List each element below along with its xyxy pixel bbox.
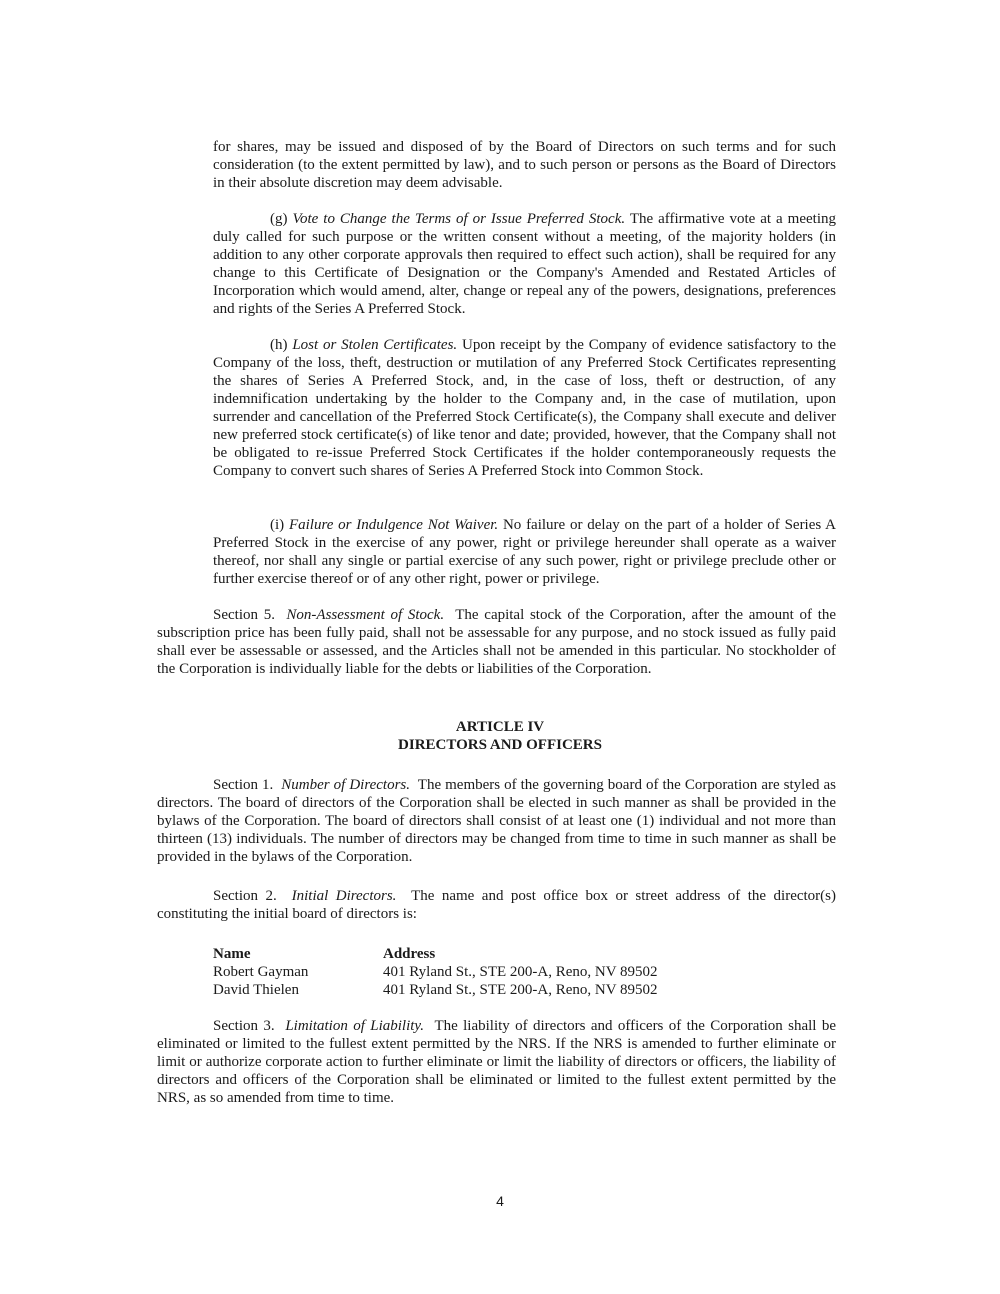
table-header-name: Name xyxy=(213,946,251,962)
section-5-label: Section 5. xyxy=(213,607,275,623)
director-name: Robert Gayman xyxy=(213,964,309,980)
page-number: 4 xyxy=(496,1193,504,1209)
article4-section-3-label: Section 3. xyxy=(213,1018,275,1034)
article-title: DIRECTORS AND OFFICERS xyxy=(398,737,602,753)
article-number: ARTICLE IV xyxy=(455,719,545,735)
paragraph-continuation: for shares, may be issued and disposed of by the Board of Directors on such terms and for such consideration (to the extent permitted by law), and to such person or persons as the Board of Directors in their absolute discretion may deem advisable. xyxy=(213,139,836,191)
article4-section-2-body: The name and post office box or street address of the director(s) constituting the initial board of directors is: xyxy=(157,888,837,922)
article4-section-1-title: Number of Directors. xyxy=(281,777,411,793)
article4-section-1-body: The members of the governing board of the Corporation are styled as directors. The board of directors of the Corporation shall be elected in such manner as shall be provided in the bylaws of the Corporation. The board of directors shall consist of at least one (1) individual and not more than thirteen (13) individuals. The number of directors may be changed from time to time in such manner as shall be provided in the bylaws of the Corporation. xyxy=(157,777,836,865)
section-5-body: The capital stock of the Corporation, after the amount of the subscription price has been fully paid, shall not be assessable for any purpose, and no stock issued as fully paid shall ever be assessable or assessed, and the Articles shall not be amended in this particular. No stockholder of the Corporation is individually liable for the debts or liabilities of the Corporation. xyxy=(157,607,837,677)
paragraph-i xyxy=(213,516,836,588)
paragraph-g-body: The affirmative vote at a meeting duly called for such purpose or the written consent without a meeting, of the majority holders (in addition to any other corporate approvals then required to effect such action), shall be required for any change to this Certificate of Designation or the Company's Amended and Restated Articles of Incorporation which would amend, alter, change or repeal any of the powers, designations, preferences and rights of the Series A Preferred Stock. xyxy=(213,211,836,317)
section-5 xyxy=(157,606,836,678)
article4-section-1 xyxy=(157,776,836,866)
article4-section-3 xyxy=(157,1017,836,1107)
table-header-row xyxy=(213,945,658,963)
paragraph-h xyxy=(213,336,836,480)
section-5-title: Non-Assessment of Stock. xyxy=(286,607,445,623)
paragraph-i-number: (i) xyxy=(270,517,285,533)
paragraph-g-title: Vote to Change the Terms of or Issue Preferred Stock. xyxy=(292,211,626,227)
director-address: 401 Ryland St., STE 200-A, Reno, NV 89502 xyxy=(383,982,658,998)
paragraph-h-title: Lost or Stolen Certificates. xyxy=(292,337,458,353)
directors-table xyxy=(213,945,658,999)
paragraph-g-number: (g) xyxy=(270,211,288,227)
article4-section-1-label: Section 1. xyxy=(213,777,274,793)
paragraph-h-body: Upon receipt by the Company of evidence satisfactory to the Company of the loss, theft, destruction or mutilation of any Preferred Stock Certificates representing the shares of Series A Preferred Stock, and, in the case of loss, theft or destruction, of any indemnification undertaking by the holder to the Company and, in the case of mutilation, upon surrender and cancellation of the Preferred Stock Certificate(s), the Company shall execute and deliver new preferred stock certificate(s) of like tenor and date; provided, however, that the Company shall not be obligated to re-issue Preferred Stock Certificates if the holder contemporaneously requests the Company to convert such shares of Series A Preferred Stock into Common Stock. xyxy=(213,337,837,479)
paragraph-h-number: (h) xyxy=(270,337,288,353)
paragraph-i-body: No failure or delay on the part of a holder of Series A Preferred Stock in the exercise of any power, right or privilege hereunder shall operate as a waiver thereof, nor shall any single or partial exercise of any such power, right or privilege preclude other or further exercise thereof or of any other right, power or privilege. xyxy=(213,517,837,587)
director-name: David Thielen xyxy=(213,982,299,998)
table-header-address: Address xyxy=(383,946,436,962)
article4-section-3-body: The liability of directors and officers of the Corporation shall be eliminated or limited to the fullest extent permitted by the NRS. If the NRS is amended to further eliminate or limit or authorize corporate action to further eliminate or limit the liability of directors or officers, the liability of directors and officers of the Corporation shall be eliminated or limited to the fullest extent permitted by the NRS, as so amended from time to time. xyxy=(157,1018,836,1106)
paragraph-i-title: Failure or Indulgence Not Waiver. xyxy=(288,517,499,533)
article4-section-3-title: Limitation of Liability. xyxy=(285,1018,424,1034)
article4-section-2-title: Initial Directors. xyxy=(291,888,397,904)
article4-section-2-label: Section 2. xyxy=(213,888,277,904)
table-row xyxy=(213,981,658,999)
table-row xyxy=(213,963,658,981)
article4-section-2 xyxy=(157,887,836,923)
director-address: 401 Ryland St., STE 200-A, Reno, NV 89502 xyxy=(383,964,658,980)
paragraph-g xyxy=(213,210,836,318)
